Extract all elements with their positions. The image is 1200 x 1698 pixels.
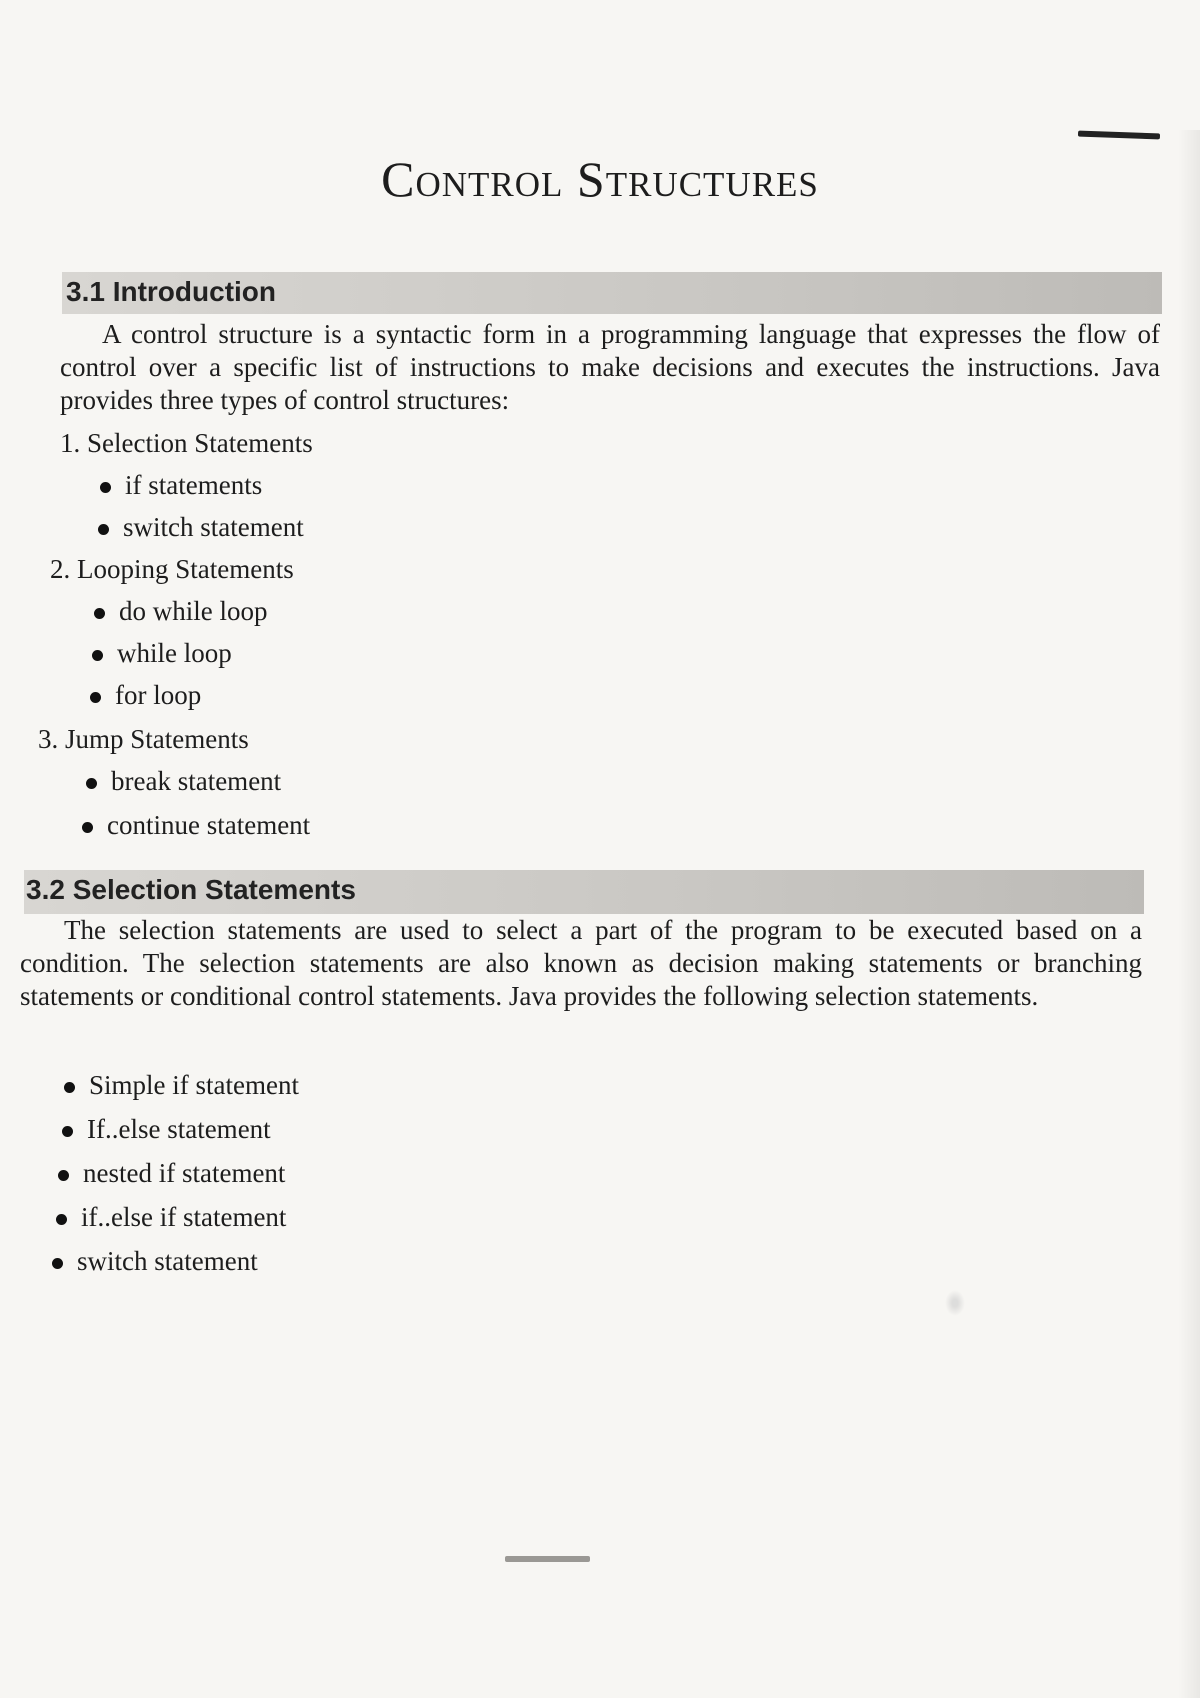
list-item: nested if statement <box>58 1158 285 1189</box>
bullet-icon <box>92 650 103 661</box>
list-group-label: 3. Jump Statements <box>38 724 249 754</box>
intro-paragraph-text: A control structure is a syntactic form in a programming language that expresses the flow of control over a specific list of instructions to make decisions and executes the instructions. Java provides three types of control structures: <box>60 319 1160 415</box>
list-item: if..else if statement <box>56 1202 286 1233</box>
bullet-icon <box>62 1126 73 1137</box>
bullet-icon <box>52 1258 63 1269</box>
list-item: for loop <box>90 680 201 711</box>
list-group-label: 1. Selection Statements <box>60 428 313 458</box>
section-heading: 3.2 Selection Statements <box>26 874 356 905</box>
list-group-label: 2. Looping Statements <box>50 554 294 584</box>
bullet-icon <box>90 692 101 703</box>
footer-mark <box>505 1556 590 1562</box>
bullet-icon <box>100 482 111 493</box>
list-item: while loop <box>92 638 232 669</box>
page-edge-shadow <box>1178 130 1200 1698</box>
bullet-icon <box>86 778 97 789</box>
bullet-icon <box>64 1082 75 1093</box>
section-heading: 3.1 Introduction <box>66 276 276 307</box>
selection-paragraph <box>20 914 1142 1013</box>
list-item: Simple if statement <box>64 1070 299 1101</box>
list-item: switch statement <box>52 1246 258 1277</box>
bullet-icon <box>98 524 109 535</box>
list-item: If..else statement <box>62 1114 271 1145</box>
list-item: continue statement <box>82 810 310 841</box>
edge-mark <box>1078 131 1160 140</box>
list-item: if statements <box>100 470 262 501</box>
bullet-icon <box>58 1170 69 1181</box>
bullet-icon <box>56 1214 67 1225</box>
list-item: switch statement <box>98 512 304 543</box>
list-item: break statement <box>86 766 281 797</box>
page-title: Control Structures <box>381 151 819 207</box>
list-item: do while loop <box>94 596 268 627</box>
bullet-icon <box>82 822 93 833</box>
selection-paragraph-text: The selection statements are used to select a part of the program to be executed based on a condition. The selection statements are also known as decision making statements or branching statements or conditional control statements. Java provides the following selection statements. <box>20 915 1142 1011</box>
bullet-icon <box>94 608 105 619</box>
intro-paragraph <box>60 318 1160 417</box>
paper-speck <box>945 1290 965 1316</box>
